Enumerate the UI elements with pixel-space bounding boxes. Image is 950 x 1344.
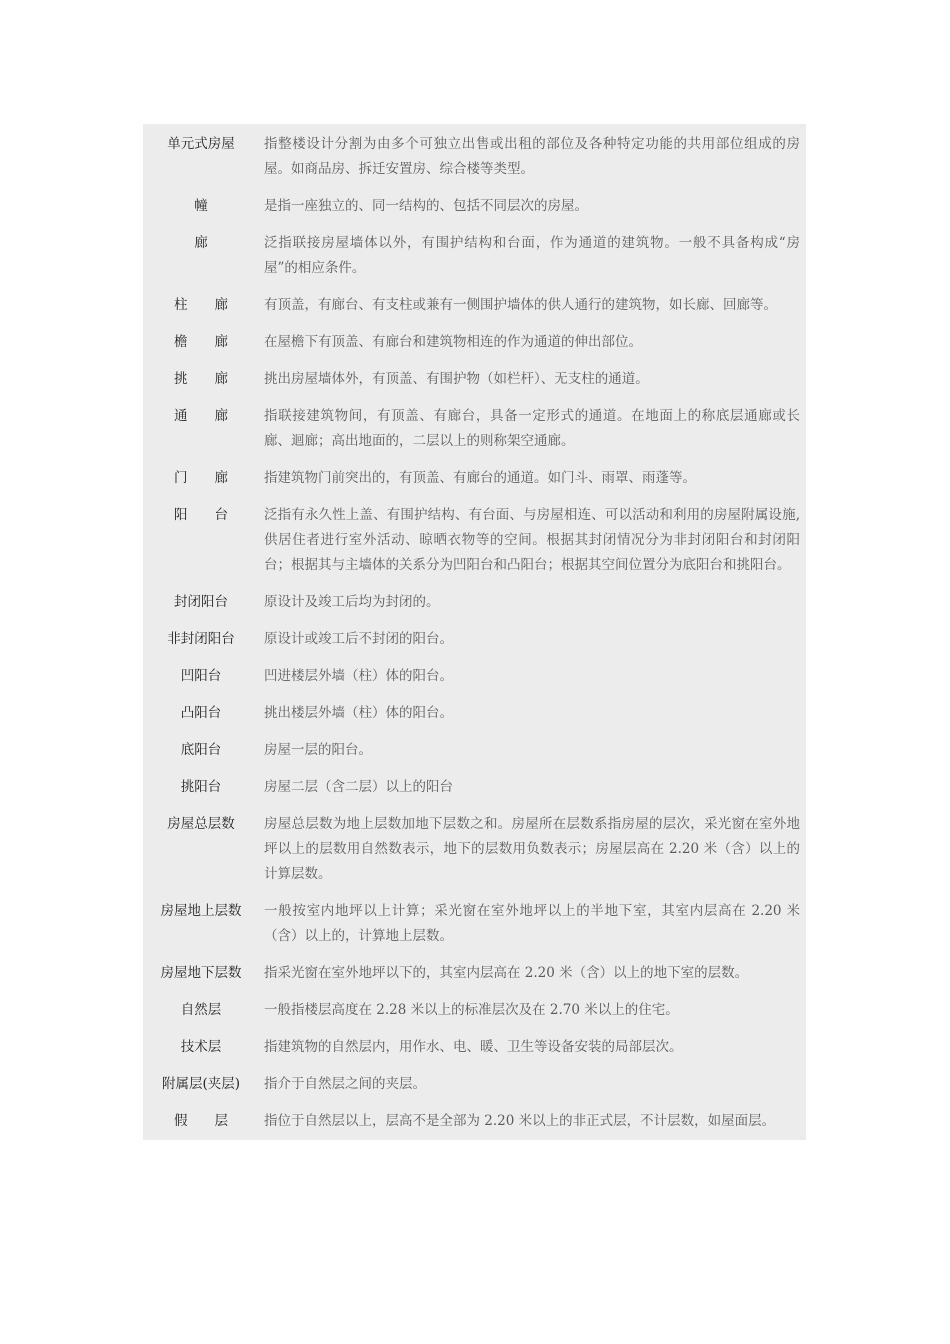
glossary-term: 自然层 [180, 1002, 222, 1018]
glossary-term: 幢 [194, 198, 208, 214]
glossary-row [143, 961, 806, 986]
glossary-row [143, 404, 806, 454]
glossary-term: 底阳台 [180, 742, 222, 758]
glossary-term: 挑阳台 [180, 779, 222, 795]
glossary-definition: 原设计或竣工后不封闭的阳台。 [264, 631, 453, 647]
glossary-row [143, 590, 806, 615]
glossary-row [143, 466, 806, 491]
glossary-definition: 挑出房屋墙体外，有顶盖、有围护物（如栏杆）、无支柱的通道。 [264, 371, 649, 387]
glossary-row [143, 998, 806, 1023]
glossary-row [143, 1072, 806, 1097]
glossary-definition: 指建筑物的自然层内，用作水、电、暖、卫生等设备安装的局部层次。 [264, 1039, 683, 1055]
glossary-row [143, 1035, 806, 1060]
glossary-definition: 一般指楼层高度在 2.28 米以上的标准层次及在 2.70 米以上的住宅。 [264, 1002, 679, 1018]
glossary-row [143, 231, 806, 281]
glossary-term: 通 廊 [174, 408, 228, 424]
glossary-term: 廊 [194, 235, 208, 251]
glossary-row [143, 367, 806, 392]
glossary-term: 凸阳台 [180, 705, 222, 721]
glossary-row [143, 132, 806, 182]
glossary-definition: 房屋二层（含二层）以上的阳台 [264, 779, 453, 795]
glossary-row [143, 812, 806, 887]
glossary-table [143, 124, 806, 1140]
glossary-row [143, 293, 806, 318]
glossary-definition: 房屋一层的阳台。 [264, 742, 372, 758]
glossary-term: 门 廊 [174, 470, 228, 486]
glossary-definition: 指联接建筑物间，有顶盖、有廊台，具备一定形式的通道。在地面上的称底层通廊或长廊、迴廊；高出地面的，二层以上的则称架空通廊。 [264, 408, 800, 449]
glossary-definition: 泛指联接房屋墙体以外，有围护结构和台面，作为通道的建筑物。一般不具备构成“房屋”的相应条件。 [264, 235, 800, 276]
glossary-term: 房屋地上层数 [160, 903, 242, 919]
glossary-definition: 指介于自然层之间的夹层。 [264, 1076, 426, 1092]
glossary-row [143, 738, 806, 763]
glossary-term: 柱 廊 [174, 297, 228, 313]
glossary-definition: 一般按室内地坪以上计算；采光窗在室外地坪以上的半地下室，其室内层高在 2.20 米（含）以上的，计算地上层数。 [264, 903, 800, 944]
glossary-definition: 指采光窗在室外地坪以下的，其室内层高在 2.20 米（含）以上的地下室的层数。 [264, 965, 749, 981]
glossary-term: 封闭阳台 [174, 594, 228, 610]
glossary-row [143, 701, 806, 726]
glossary-term: 房屋总层数 [167, 816, 235, 832]
glossary-term: 挑 廊 [174, 371, 228, 387]
glossary-definition: 指位于自然层以上，层高不是全部为 2.20 米以上的非正式层，不计层数，如屋面层。 [264, 1113, 776, 1129]
glossary-term: 技术层 [180, 1039, 222, 1055]
glossary-row [143, 1109, 806, 1134]
glossary-term: 阳 台 [174, 507, 228, 523]
glossary-definition: 房屋总层数为地上层数加地下层数之和。房屋所在层数系指房屋的层次，采光窗在室外地坪以上的层数用自然数表示，地下的层数用负数表示；房屋层高在 2.20 米（含）以上的计算层数。 [264, 816, 800, 882]
glossary-term: 凹阳台 [180, 668, 222, 684]
glossary-definition: 凹进楼层外墙（柱）体的阳台。 [264, 668, 453, 684]
glossary-row [143, 330, 806, 355]
glossary-definition: 是指一座独立的、同一结构的、包括不同层次的房屋。 [264, 198, 588, 214]
glossary-row [143, 194, 806, 219]
glossary-term: 单元式房屋 [167, 136, 235, 152]
glossary-term: 房屋地下层数 [160, 965, 242, 981]
glossary-row [143, 627, 806, 652]
glossary-term: 假 层 [174, 1113, 228, 1129]
glossary-definition: 挑出楼层外墙（柱）体的阳台。 [264, 705, 453, 721]
glossary-term: 檐 廊 [174, 334, 228, 350]
glossary-definition: 在屋檐下有顶盖、有廊台和建筑物相连的作为通道的伸出部位。 [264, 334, 642, 350]
glossary-definition: 有顶盖，有廊台、有支柱或兼有一侧围护墙体的供人通行的建筑物，如长廊、回廊等。 [264, 297, 777, 313]
glossary-definition: 指建筑物门前突出的，有顶盖、有廊台的通道。如门斗、雨罩、雨蓬等。 [264, 470, 696, 486]
glossary-row [143, 503, 806, 578]
glossary-definition: 原设计及竣工后均为封闭的。 [264, 594, 440, 610]
glossary-term: 非封闭阳台 [167, 631, 235, 647]
glossary-definition: 指整楼设计分割为由多个可独立出售或出租的部位及各种特定功能的共用部位组成的房屋。如商品房、拆迁安置房、综合楼等类型。 [264, 136, 800, 177]
glossary-term: 附属层(夹层) [161, 1076, 241, 1092]
glossary-row [143, 664, 806, 689]
glossary-row [143, 775, 806, 800]
glossary-row [143, 899, 806, 949]
glossary-definition: 泛指有永久性上盖、有围护结构、有台面、与房屋相连、可以活动和利用的房屋附属设施,供居住者进行室外活动、晾晒衣物等的空间。根据其封闭情况分为非封闭阳台和封闭阳台；根据其与主墙体的关系分为凹阳台和凸阳台；根据其空间位置分为底阳台和挑阳台。 [264, 507, 800, 573]
